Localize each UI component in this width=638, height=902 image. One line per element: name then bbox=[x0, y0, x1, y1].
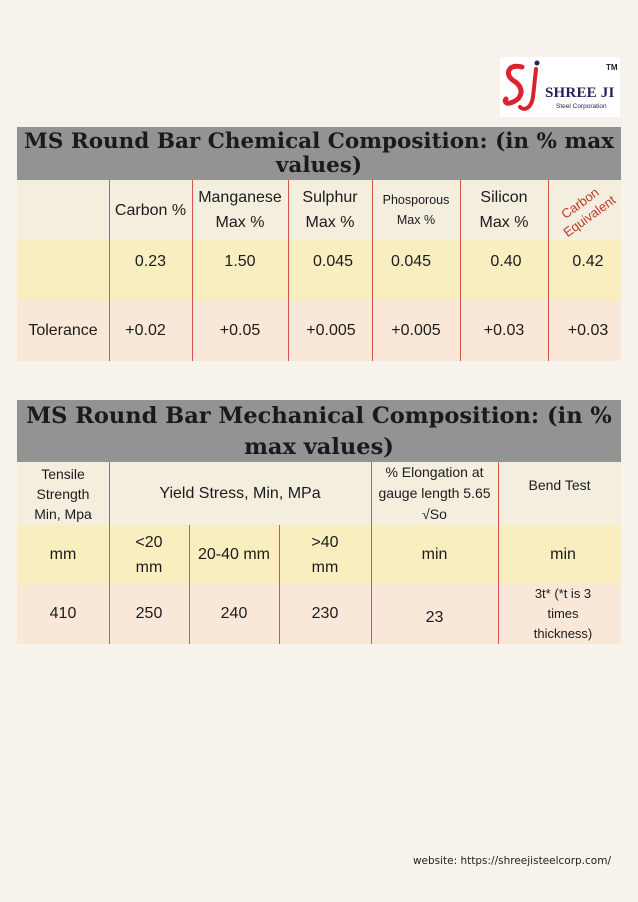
value-carbon-equivalent: 0.42 bbox=[572, 252, 604, 270]
chemical-divider bbox=[548, 180, 549, 361]
tolerance-silicon: +0.03 bbox=[483, 321, 525, 339]
unit-bend-test: min bbox=[550, 545, 576, 563]
chemical-divider bbox=[372, 180, 373, 361]
unit-yield-under-20: <20 mm bbox=[135, 533, 163, 576]
tolerance-sulphur: +0.005 bbox=[306, 321, 356, 339]
value-phosporous: 0.045 bbox=[390, 252, 432, 270]
tolerance-carbon: +0.02 bbox=[125, 321, 166, 339]
header-elongation: % Elongation at gauge length 5.65 √So bbox=[378, 464, 491, 522]
mechanical-divider bbox=[371, 462, 372, 644]
company-logo bbox=[500, 57, 620, 117]
mechanical-divider bbox=[189, 525, 190, 644]
unit-tensile: mm bbox=[49, 545, 77, 563]
header-carbon-equivalent: Carbon Equivalent bbox=[557, 184, 618, 240]
chemical-table-title: MS Round Bar Chemical Composition: (in % max values) bbox=[17, 127, 621, 180]
mechanical-divider bbox=[498, 462, 499, 644]
unit-yield-over-40: >40 mm bbox=[311, 533, 339, 576]
chemical-value-blank bbox=[17, 240, 109, 283]
value-yield-under-20: 250 bbox=[135, 605, 163, 622]
header-carbon-equivalent-cell bbox=[548, 180, 621, 240]
header-tensile-strength: Tensile Strength Min, Mpa bbox=[34, 465, 92, 522]
mechanical-divider bbox=[109, 462, 110, 644]
header-sulphur: Sulphur Max % bbox=[302, 189, 358, 231]
header-bend-test: Bend Test bbox=[528, 477, 591, 493]
tolerance-manganese: +0.05 bbox=[219, 321, 261, 339]
logo-subtitle: Steel Corporation bbox=[556, 103, 607, 110]
chemical-divider bbox=[192, 180, 193, 361]
trademark: TM bbox=[606, 63, 618, 72]
value-carbon: 0.23 bbox=[134, 252, 167, 270]
logo-name: SHREE JI bbox=[545, 85, 615, 101]
header-phosporous: Phosporous Max % bbox=[382, 193, 450, 227]
value-silicon: 0.40 bbox=[490, 252, 522, 270]
header-manganese: Manganese Max % bbox=[198, 189, 282, 231]
tolerance-label: Tolerance bbox=[28, 321, 98, 339]
header-yield-stress: Yield Stress, Min, MPa bbox=[159, 484, 321, 502]
chemical-divider bbox=[288, 180, 289, 361]
website-link[interactable]: website: https://shreejisteelcorp.com/ bbox=[412, 855, 611, 867]
mechanical-divider bbox=[279, 525, 280, 644]
unit-yield-20-40: 20-40 mm bbox=[197, 545, 271, 563]
header-carbon: Carbon % bbox=[114, 201, 187, 219]
value-elongation: 23 bbox=[425, 609, 444, 626]
value-sulphur: 0.045 bbox=[312, 252, 354, 270]
tolerance-carbon-equivalent: +0.03 bbox=[567, 321, 609, 339]
value-tensile: 410 bbox=[49, 605, 77, 622]
value-manganese: 1.50 bbox=[224, 252, 256, 270]
mechanical-table-title: MS Round Bar Mechanical Composition: (in % max values) bbox=[17, 400, 621, 462]
value-yield-over-40: 230 bbox=[311, 605, 339, 622]
chemical-header-blank bbox=[17, 180, 109, 240]
value-yield-20-40: 240 bbox=[220, 605, 248, 622]
unit-elongation: min bbox=[421, 545, 448, 563]
header-silicon: Silicon Max % bbox=[479, 189, 529, 231]
value-bend-test: 3t* (*t is 3 times thickness) bbox=[533, 586, 593, 641]
chemical-divider bbox=[109, 180, 110, 361]
chemical-divider bbox=[460, 180, 461, 361]
tolerance-phosporous: +0.005 bbox=[391, 321, 441, 339]
